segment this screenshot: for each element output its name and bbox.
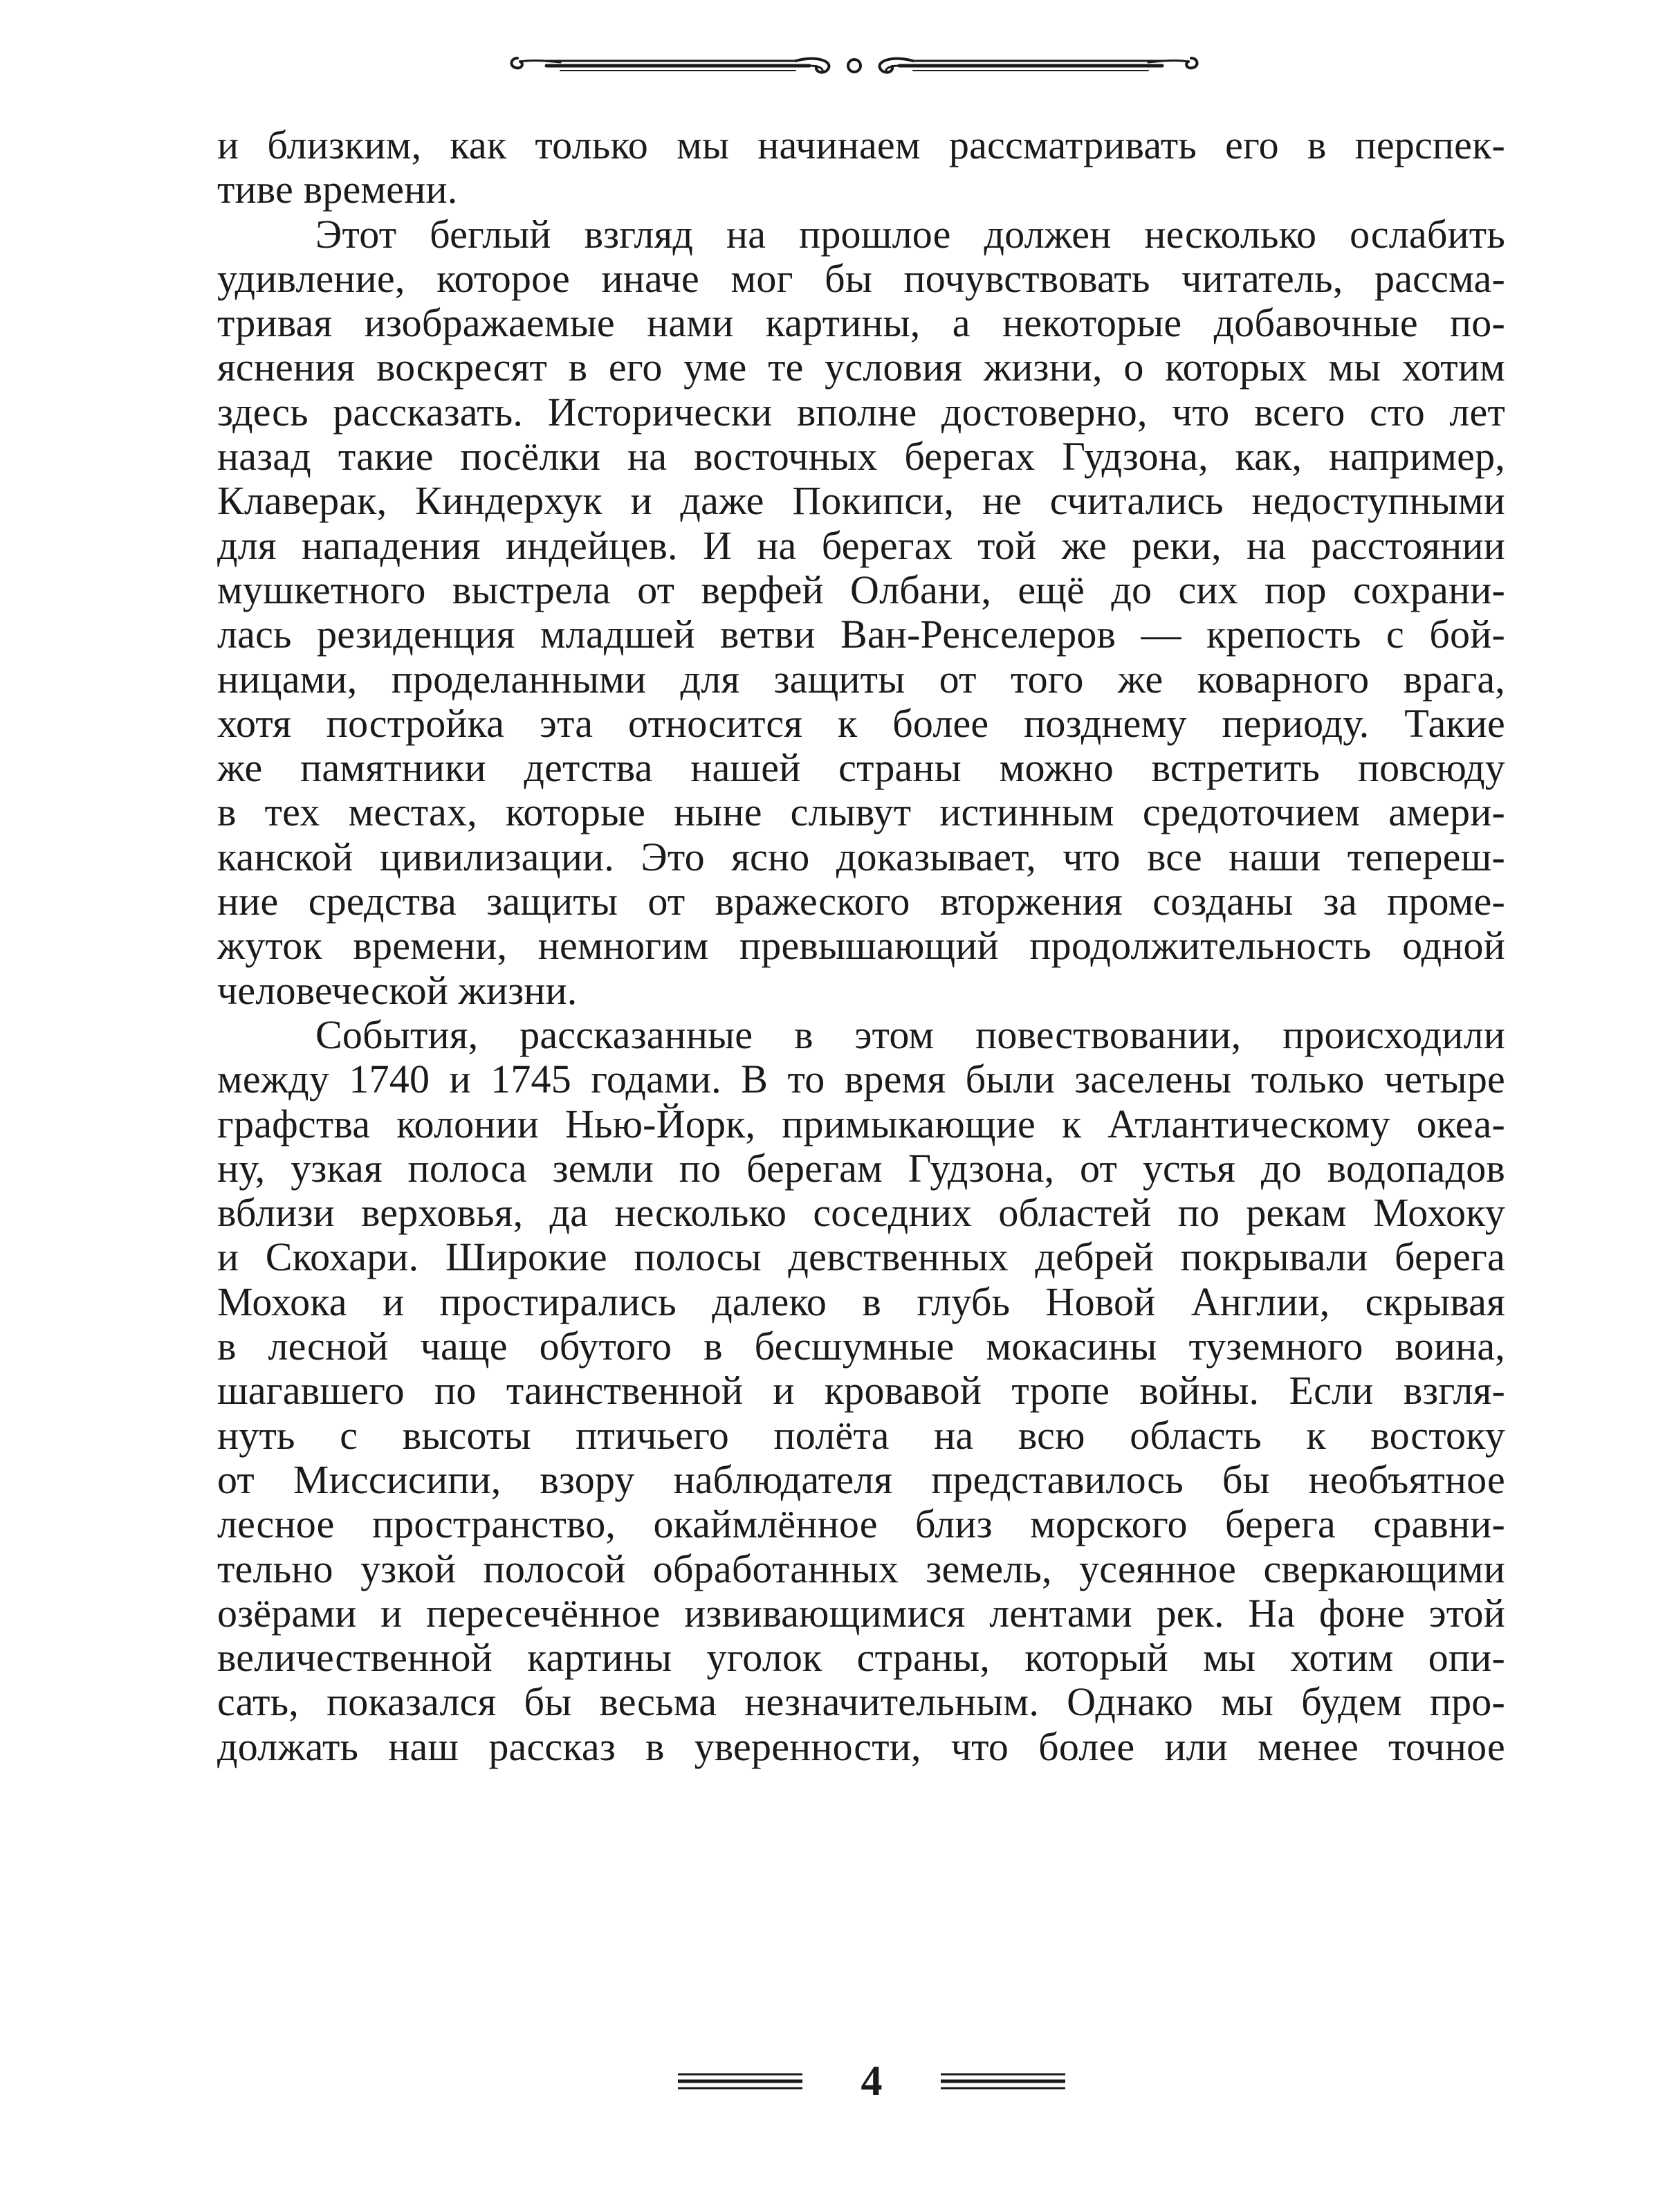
text-line: Клаверак, Киндерхук и даже Покипси, не считались недоступными <box>217 478 1505 524</box>
text-line: и Скохари. Широкие полосы девственных дебрей покрывали берега <box>217 1234 1505 1280</box>
text-line: лесное пространство, окаймлённое близ морского берега сравни- <box>217 1501 1505 1547</box>
page-footer <box>678 2054 1065 2109</box>
body-text <box>217 123 1505 1769</box>
text-line: ние средства защиты от вражеского вторжения созданы за проме- <box>217 879 1505 924</box>
text-line: шагавшего по таинственной и кровавой тропе войны. Если взгля- <box>217 1368 1505 1414</box>
text-line: озёрами и пересечённое извивающимися лентами рек. На фоне этой <box>217 1590 1505 1636</box>
text-line: величественной картины уголок страны, который мы хотим опи- <box>217 1635 1505 1681</box>
text-line: тривая изображаемые нами картины, а некоторые добавочные по- <box>217 300 1505 346</box>
text-line: Этот беглый взгляд на прошлое должен несколько ослабить <box>315 211 1505 257</box>
text-line: графства колонии Нью-Йорк, примыкающие к Атлантическому океа- <box>217 1101 1505 1146</box>
footer-rule-right-icon <box>941 2054 1065 2109</box>
text-line: лась резиденция младшей ветви Ван-Ренселеров — крепость с бой- <box>217 612 1505 657</box>
text-line: мушкетного выстрела от верфей Олбани, ещё до сих пор сохрани- <box>217 567 1505 612</box>
text-line: хотя постройка эта относится к более позднему периоду. Такие <box>217 700 1505 746</box>
page-number: 4 <box>861 2058 883 2105</box>
text-line: здесь рассказать. Исторически вполне достоверно, что всего сто лет <box>217 389 1505 435</box>
text-line: сать, показался бы весьма незначительным. Однако мы будем про- <box>217 1679 1505 1725</box>
text-line: яснения воскресят в его уме те условия жизни, о которых мы хотим <box>217 345 1505 390</box>
text-line: для нападения индейцев. И на берегах той же реки, на расстоянии <box>217 522 1505 568</box>
text-line: Мохока и простирались далеко в глубь Новой Англии, скрывая <box>217 1279 1505 1324</box>
text-line: же памятники детства нашей страны можно встретить повсюду <box>217 745 1505 791</box>
text-line: от Миссисипи, взору наблюдателя представилось бы необъятное <box>217 1456 1505 1502</box>
text-line: в тех местах, которые ныне слывут истинным средоточием амери- <box>217 789 1505 835</box>
text-line: в лесной чаще обутого в бесшумные мокасины туземного воина, <box>217 1324 1505 1369</box>
text-line: вблизи верховья, да несколько соседних областей по рекам Мохоку <box>217 1190 1505 1236</box>
text-line: ну, узкая полоса земли по берегам Гудзона, от устья до водопадов <box>217 1145 1505 1191</box>
text-line: тельно узкой полосой обработанных земель, усеянное сверкающими <box>217 1546 1505 1591</box>
text-line: тиве времени. <box>217 167 458 212</box>
text-line: жуток времени, немногим превышающий продолжительность одной <box>217 923 1505 969</box>
header-ornament-icon <box>505 43 1204 84</box>
text-line: и близким, как только мы начинаем рассматривать его в перспек- <box>217 122 1505 167</box>
text-line: должать наш рассказ в уверенности, что более или менее точное <box>217 1724 1505 1769</box>
text-line: между 1740 и 1745 годами. В то время были заселены только четыре <box>217 1057 1505 1102</box>
text-line: удивление, которое иначе мог бы почувствовать читатель, рассма- <box>217 255 1505 301</box>
text-line: ницами, проделанными для защиты от того же коварного врага, <box>217 656 1505 702</box>
text-line: человеческой жизни. <box>217 967 578 1013</box>
footer-rule-left-icon <box>678 2054 802 2109</box>
text-line: назад такие посёлки на восточных берегах Гудзона, как, например, <box>217 434 1505 479</box>
text-line: канской цивилизации. Это ясно доказывает, что все наши теперeш- <box>217 834 1505 879</box>
text-line: нуть с высоты птичьего полёта на всю область к востоку <box>217 1412 1505 1458</box>
text-line: События, рассказанные в этом повествовании, происходили <box>315 1012 1505 1057</box>
